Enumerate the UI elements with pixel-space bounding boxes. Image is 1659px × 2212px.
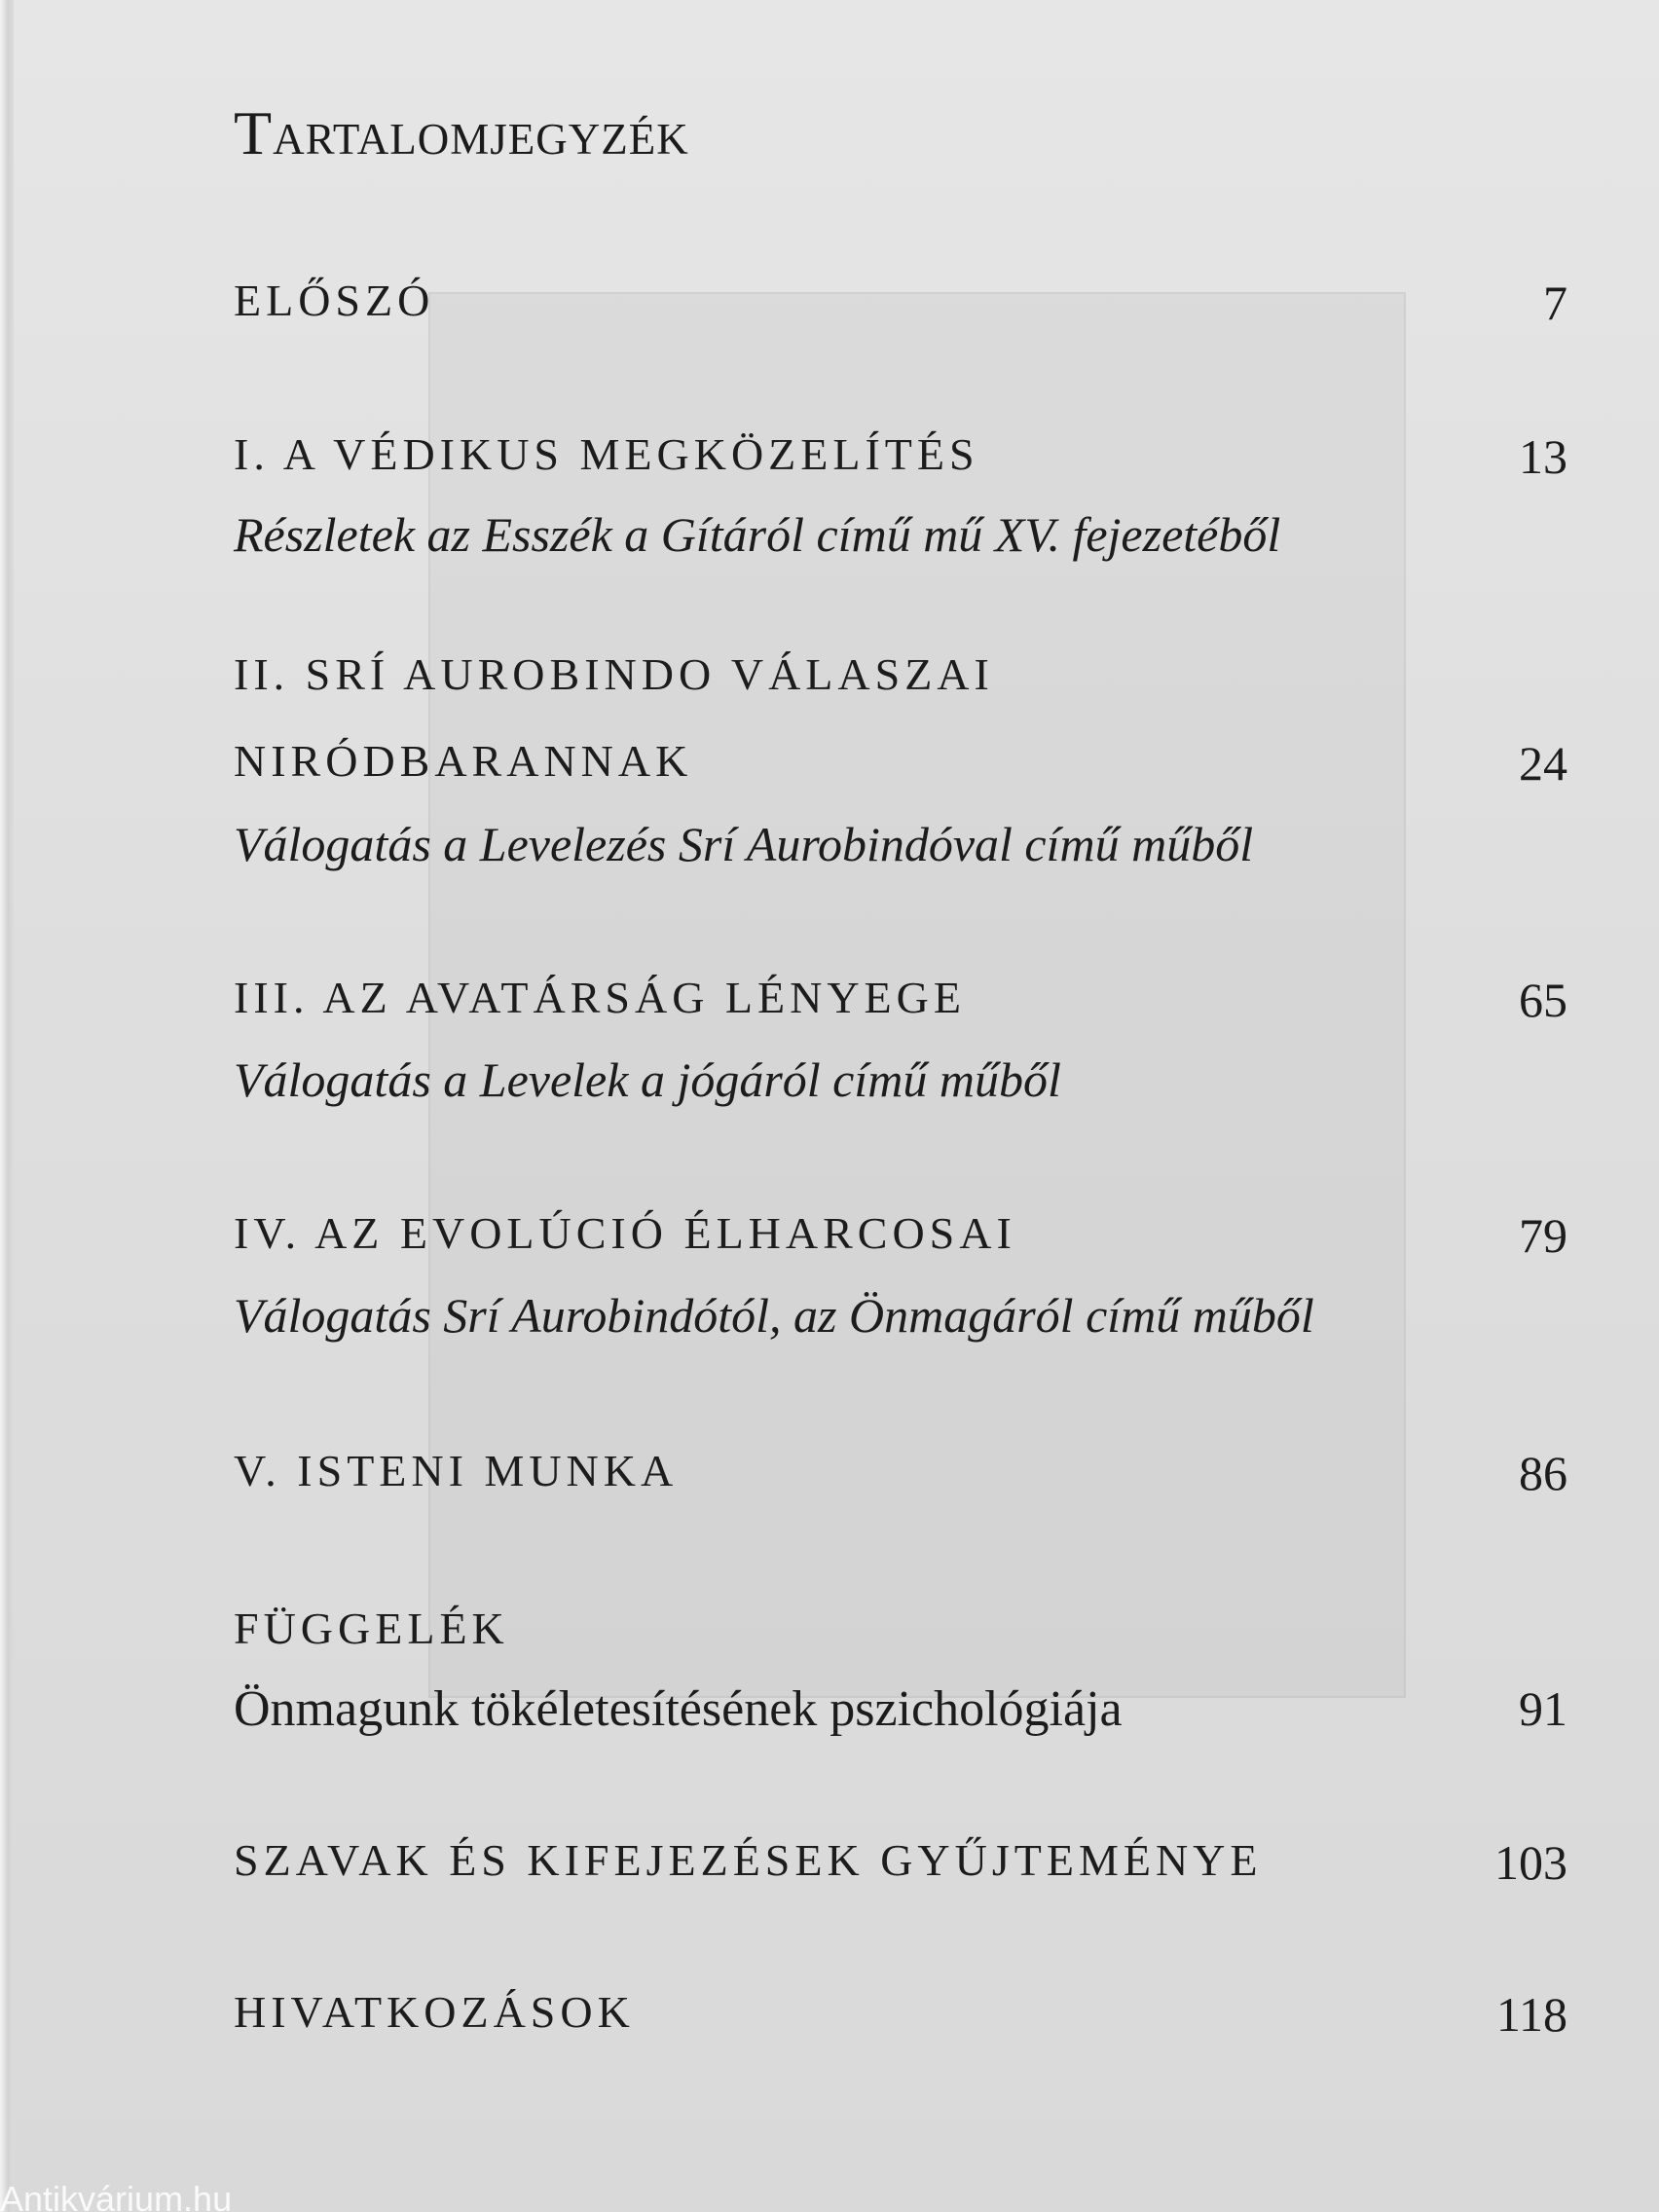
- toc-page-number: 65: [1519, 973, 1567, 1027]
- toc-entry-title: SZAVAK ÉS KIFEJEZÉSEK GYŰJTEMÉNYE: [234, 1835, 1263, 1885]
- toc-entry-title: I. A VÉDIKUS MEGKÖZELÍTÉS: [234, 429, 979, 479]
- toc-page-number: 91: [1519, 1681, 1567, 1736]
- toc-entry-title: V. ISTENI MUNKA: [234, 1446, 679, 1495]
- toc-entry-5: [234, 1445, 1567, 1500]
- toc-page-number: 86: [1519, 1446, 1567, 1500]
- toc-entry-1: [234, 428, 1567, 484]
- toc-entry-title: ELŐSZÓ: [234, 276, 435, 325]
- toc-entry-title: IV. AZ EVOLÚCIÓ ÉLHARCOSAI: [234, 1208, 1016, 1258]
- toc-entry-2: [234, 648, 1567, 700]
- toc-entry-1-subtitle: Részletek az Esszék a Gítáról című mű XV. fejezetéből: [234, 507, 1281, 562]
- toc-entry-title-line2: NIRÓDBARANNAK: [234, 736, 693, 786]
- toc-entry-title: FÜGGELÉK: [234, 1604, 509, 1653]
- toc-page-number: 13: [1519, 429, 1567, 484]
- toc-entry-4-subtitle: Válogatás Srí Aurobindótól, az Önmagáról című műből: [234, 1288, 1314, 1343]
- toc-entry-appendix-item: [234, 1680, 1567, 1738]
- toc-page-number: 103: [1494, 1835, 1567, 1890]
- toc-page-number: 79: [1519, 1208, 1567, 1263]
- toc-entry-eloszo: [234, 275, 1567, 330]
- toc-entry-title: HIVATKOZÁSOK: [234, 1987, 635, 2037]
- toc-entry-2-line2: [234, 735, 1567, 791]
- toc-entry-appendix: [234, 1603, 1567, 1654]
- toc-entry-2-subtitle: Válogatás a Levelezés Srí Aurobindóval című műből: [234, 817, 1254, 871]
- toc-entry-title: III. AZ AVATÁRSÁG LÉNYEGE: [234, 973, 966, 1022]
- page-edge: [0, 0, 14, 2212]
- toc-page-number: 118: [1495, 1987, 1567, 2042]
- toc-entry-glossary: [234, 1834, 1567, 1890]
- toc-entry-4: [234, 1207, 1567, 1263]
- page-title: Tartalomjegyzék: [234, 98, 689, 167]
- watermark: Antikvárium.hu: [0, 2179, 233, 2212]
- toc-entry-3: [234, 972, 1567, 1027]
- toc-entry-3-subtitle: Válogatás a Levelek a jógáról című műből: [234, 1052, 1061, 1107]
- toc-entry-item: Önmagunk tökéletesítésének pszichológiája: [234, 1681, 1123, 1737]
- toc-page-number: 24: [1519, 736, 1567, 791]
- toc-entry-references: [234, 1986, 1567, 2042]
- toc-page-number: 7: [1543, 276, 1567, 330]
- toc-entry-title-line1: II. SRÍ AUROBINDO VÁLASZAI: [234, 649, 994, 699]
